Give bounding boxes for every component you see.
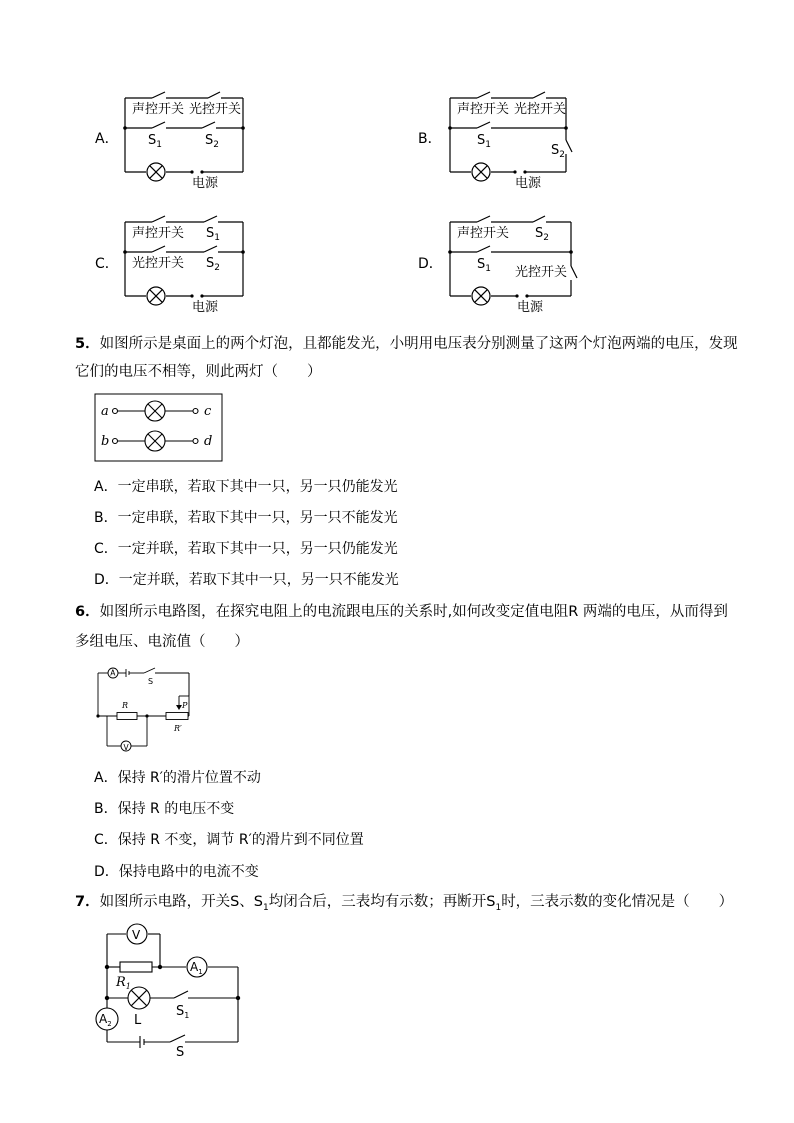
svg-text:b: b bbox=[101, 434, 110, 449]
svg-text:光控开关: 光控开关 bbox=[515, 265, 568, 280]
svg-text:S2: $S_2$ bbox=[551, 143, 565, 160]
q5-option-d[interactable]: D．一定并联，若取下其中一只，另一只不能发光 bbox=[94, 572, 399, 588]
svg-text:c: c bbox=[204, 404, 212, 419]
q7-circuit-figure bbox=[90, 920, 250, 1060]
svg-text:S1: $S_1$ bbox=[206, 226, 220, 243]
q6-stem-line1: 6．如图所示电路图，在探究电阻上的电流跟电压的关系时,如何改变定值电阻R 两端的电压，从而得到 bbox=[75, 604, 728, 620]
svg-text:R: R bbox=[122, 701, 129, 710]
svg-text:声控开关: 声控开关 bbox=[457, 102, 510, 117]
label-sound-switch: 声控开关 bbox=[132, 102, 185, 117]
svg-text:V: V bbox=[132, 928, 141, 942]
svg-text:S2: $S_2$ bbox=[205, 133, 219, 150]
svg-text:S1: $S_1$ bbox=[176, 1004, 190, 1020]
q6-option-b[interactable]: B．保持 R 的电压不变 bbox=[94, 801, 235, 817]
q5-option-a[interactable]: A．一定串联，若取下其中一只，另一只仍能发光 bbox=[94, 479, 398, 495]
q5-option-c[interactable]: C．一定并联，若取下其中一只，另一只仍能发光 bbox=[94, 541, 398, 557]
svg-text:声控开关: 声控开关 bbox=[457, 226, 510, 241]
svg-text:S1: $S_1$ bbox=[477, 133, 491, 150]
q6-option-a[interactable]: A．保持 R′的滑片位置不动 bbox=[94, 770, 261, 786]
q4-option-c-letter: C． bbox=[95, 256, 119, 272]
svg-text:S: S bbox=[148, 677, 154, 686]
q6-option-d[interactable]: D．保持电路中的电流不变 bbox=[94, 864, 259, 880]
q4-option-b-letter: B． bbox=[418, 131, 442, 147]
q4-option-c-circuit bbox=[120, 212, 250, 315]
svg-text:声控开关: 声控开关 bbox=[132, 226, 185, 241]
svg-text:A: A bbox=[110, 668, 116, 678]
q5-lamps-figure bbox=[94, 393, 224, 463]
q6-circuit-figure bbox=[92, 663, 202, 753]
label-power: 电源 bbox=[192, 176, 219, 191]
q5-option-b[interactable]: B．一定串联，若取下其中一只，另一只不能发光 bbox=[94, 510, 398, 526]
svg-text:电源: 电源 bbox=[515, 176, 542, 191]
svg-text:d: d bbox=[204, 434, 213, 449]
q4-option-a-circuit bbox=[120, 88, 250, 191]
svg-text:光控开关: 光控开关 bbox=[132, 256, 185, 271]
svg-text:电源: 电源 bbox=[517, 300, 544, 315]
svg-text:S1: $S_1$ bbox=[148, 133, 162, 150]
svg-text:S1: $S_1$ bbox=[477, 257, 491, 274]
q4-option-d-circuit bbox=[445, 212, 585, 315]
svg-text:P: P bbox=[182, 701, 188, 710]
q7-stem: 7．如图所示电路，开关S、$S_1$均闭合后，三表均有示数；再断开$S_1$时，三表示数的变化情况是（ ） bbox=[75, 894, 734, 913]
q4-option-a-letter: A． bbox=[95, 131, 119, 147]
q6-stem-line2: 多组电压、电流值（ ） bbox=[75, 634, 249, 650]
q5-stem-line2: 它们的电压不相等，则此两灯（ ） bbox=[75, 364, 322, 380]
label-light-switch: 光控开关 bbox=[189, 102, 242, 117]
svg-text:a: a bbox=[101, 404, 109, 419]
svg-text:光控开关: 光控开关 bbox=[514, 102, 567, 117]
svg-text:电源: 电源 bbox=[192, 300, 219, 315]
svg-text:S2: $S_2$ bbox=[206, 256, 220, 273]
svg-text:S: S bbox=[176, 1045, 185, 1060]
q5-stem-line1: 5．如图所示是桌面上的两个灯泡，且都能发光，小明用电压表分别测量了这两个灯泡两端的电压，发现 bbox=[75, 336, 738, 352]
svg-text:A1: $A_1$ bbox=[190, 960, 203, 976]
svg-text:R1: $R_1$ bbox=[116, 975, 131, 991]
q6-option-c[interactable]: C．保持 R 不变，调节 R′的滑片到不同位置 bbox=[94, 832, 364, 848]
svg-text:V: V bbox=[123, 743, 129, 752]
q4-option-b-circuit bbox=[445, 88, 585, 191]
svg-text:L: L bbox=[134, 1013, 142, 1028]
svg-text:R′: R′ bbox=[174, 724, 182, 733]
q4-option-d-letter: D． bbox=[418, 256, 443, 272]
svg-text:S2: $S_2$ bbox=[535, 226, 549, 243]
svg-text:A2: $A_2$ bbox=[99, 1012, 112, 1028]
